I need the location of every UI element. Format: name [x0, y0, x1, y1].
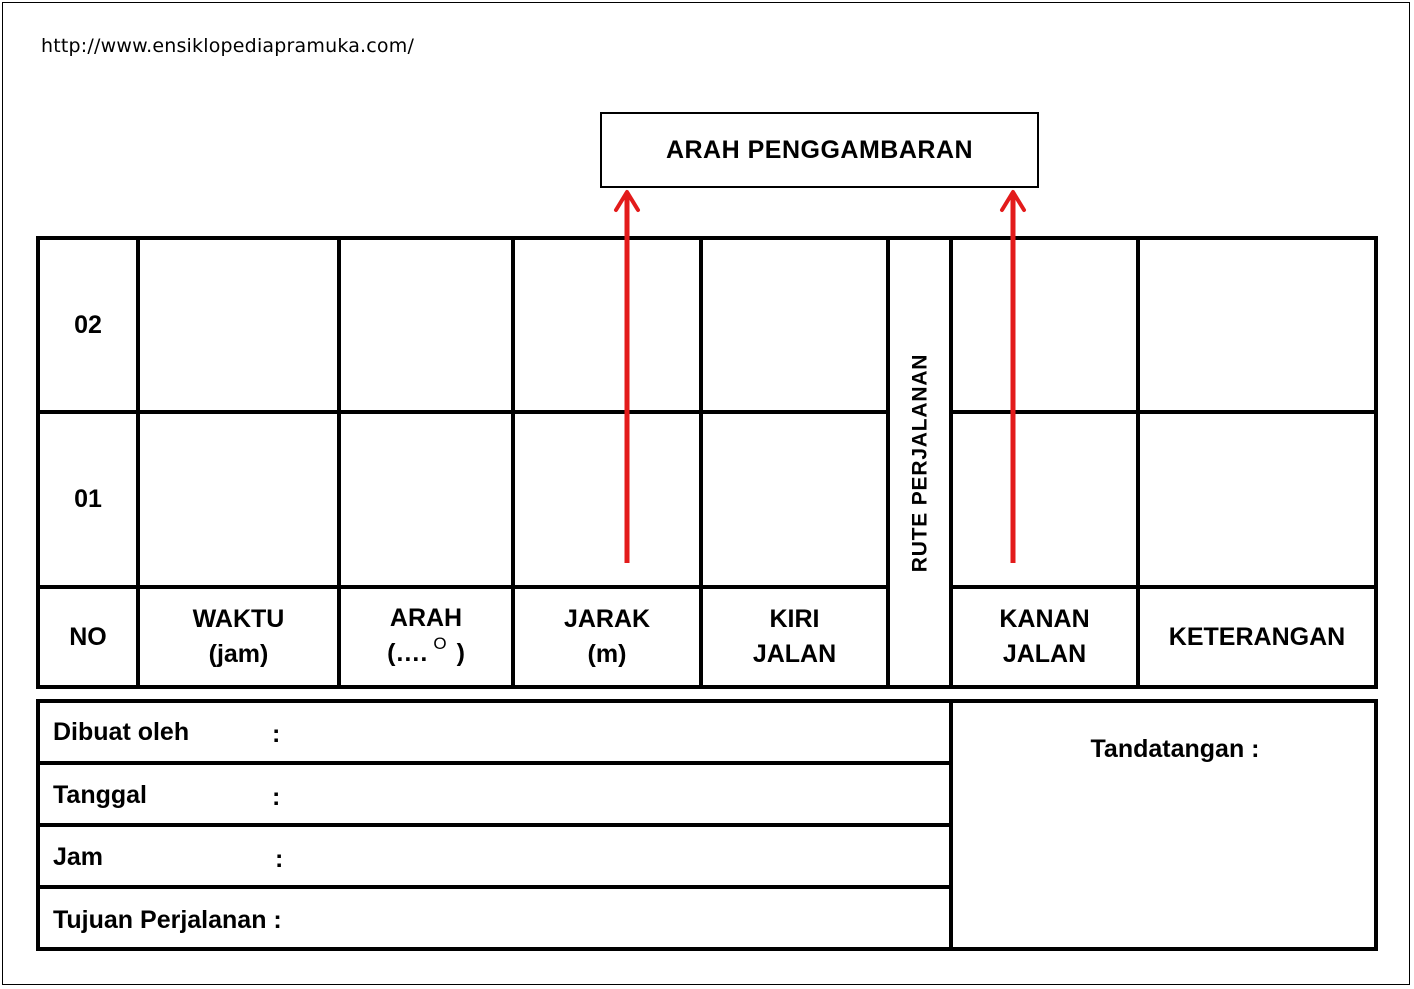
source-url: http://www.ensiklopediapramuka.com/	[41, 35, 415, 57]
direction-box-label: ARAH PENGGAMBARAN	[665, 135, 974, 164]
header-jarak-line2: (m)	[587, 640, 627, 668]
tanggal-label: Tanggal	[53, 781, 147, 809]
header-waktu-line1: WAKTU	[192, 605, 285, 633]
jam-label: Jam	[53, 843, 104, 871]
signature-label: Tandatangan :	[1090, 735, 1260, 763]
header-kiri-line2: JALAN	[752, 640, 837, 668]
dibuat-oleh-label: Dibuat oleh	[53, 718, 190, 746]
header-waktu-line2: (jam)	[208, 640, 269, 668]
row-number-01: 01	[74, 485, 102, 513]
info-divider	[36, 761, 951, 765]
header-arah-open: (….	[387, 639, 428, 667]
dibuat-oleh-colon: :	[272, 720, 281, 748]
header-kanan-line2: JALAN	[1002, 640, 1087, 668]
header-keterangan: KETERANGAN	[1168, 622, 1346, 651]
info-divider	[36, 823, 951, 827]
info-col-line	[949, 699, 953, 951]
info-top-border	[36, 699, 1378, 703]
left-direction-arrow	[616, 192, 638, 563]
header-jarak-line1: JARAK	[563, 605, 651, 633]
tanggal-colon: :	[272, 783, 281, 811]
row-number-02: 02	[74, 310, 102, 339]
degree-symbol: O	[433, 634, 447, 653]
jam-colon: :	[275, 845, 284, 873]
header-arah-close: )	[456, 639, 465, 667]
route-label: RUTE PERJALANAN	[908, 353, 932, 573]
info-divider	[36, 885, 951, 889]
header-no: NO	[69, 622, 107, 651]
header-arah-line1: ARAH	[389, 604, 463, 632]
header-kiri-line1: KIRI	[769, 605, 820, 633]
right-direction-arrow	[1002, 192, 1024, 563]
info-bottom-border	[36, 947, 1378, 951]
tujuan-label: Tujuan Perjalanan :	[53, 906, 282, 934]
header-kanan-line1: KANAN	[999, 605, 1090, 633]
info-col-line	[36, 699, 40, 951]
